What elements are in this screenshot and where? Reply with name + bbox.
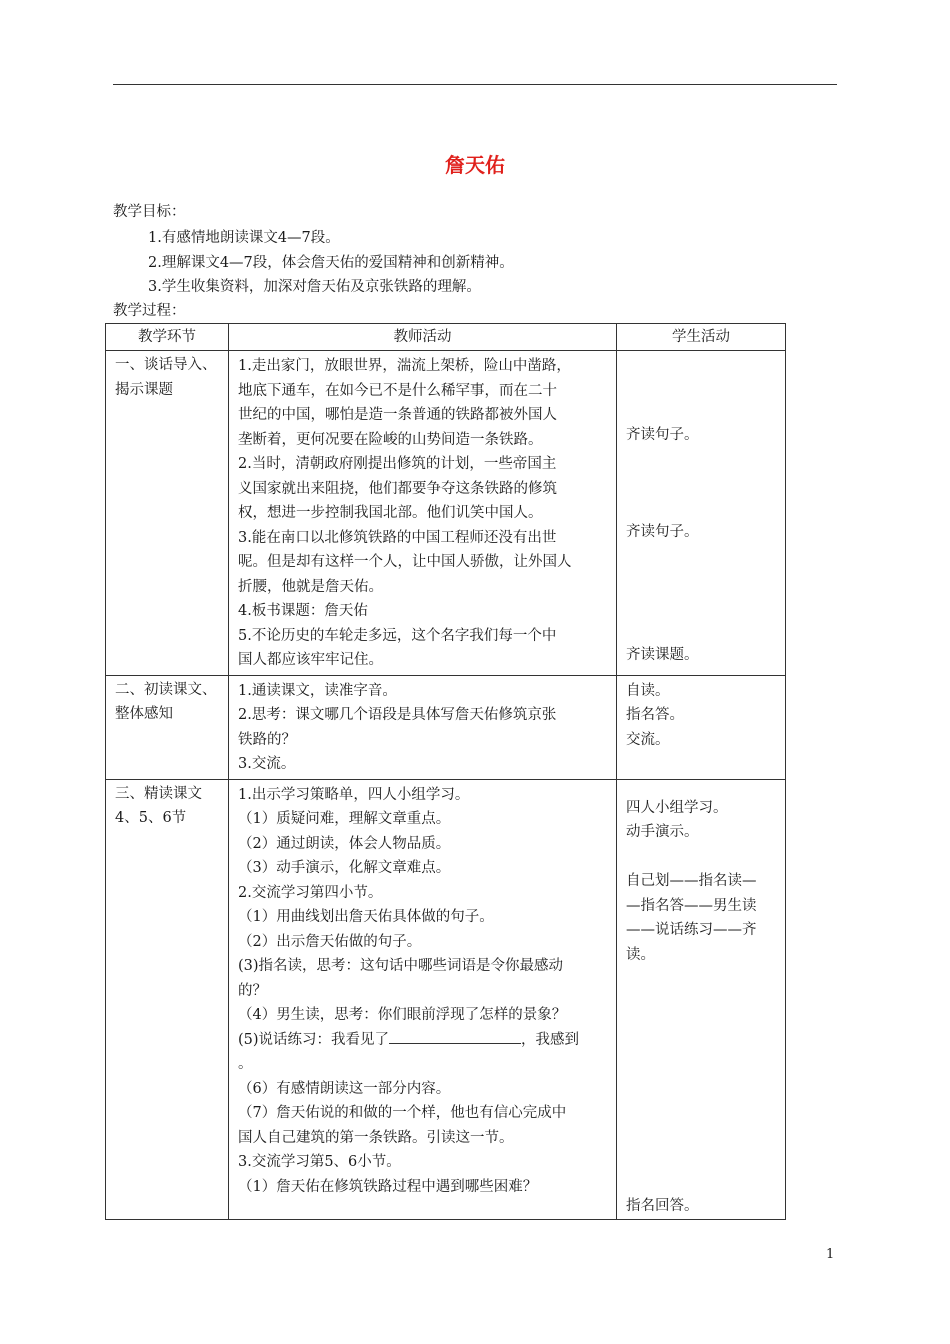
teacher-activity-cell [229, 779, 617, 1219]
student-activity: —指名答——男生读 [626, 897, 757, 914]
teacher-line: （1）詹天佑在修筑铁路过程中遇到哪些困难？ [238, 1178, 538, 1195]
teacher-activity-cell [229, 351, 617, 676]
teacher-line: （6）有感情朗读这一部分内容。 [238, 1080, 451, 1097]
teacher-line: 世纪的中国，哪怕是造一条普通的铁路都被外国人 [238, 407, 557, 423]
lesson-plan-table [105, 323, 786, 1220]
stage-label: 二、初读课文、整体感知 [115, 681, 217, 722]
fill-in-blank [389, 1028, 521, 1044]
page-title: 詹天佑 [445, 153, 505, 177]
student-activity: 齐读课题。 [626, 647, 699, 663]
process-heading: 教学过程： [113, 303, 186, 319]
teacher-line: 的？ [238, 982, 267, 999]
student-activity: 读。 [626, 946, 655, 963]
teacher-line: 铁路的？ [238, 731, 296, 748]
teacher-line: 呢。但是却有这样一个人，让中国人骄傲，让外国人 [238, 554, 572, 570]
teacher-line: 权，想进一步控制我国北部。他们讥笑中国人。 [238, 505, 543, 521]
student-activity-cell [617, 779, 786, 1219]
student-activity: 动手演示。 [626, 824, 699, 840]
header-rule [113, 84, 837, 85]
teacher-line: 4.板书课题：詹天佑 [238, 603, 368, 619]
column-header-teacher: 教师活动 [229, 324, 617, 351]
stage-cell [106, 675, 229, 779]
teacher-line: （2）出示詹天佑做的句子。 [238, 933, 422, 950]
student-activity-cell [617, 351, 786, 676]
teacher-line: 3.交流学习第5、6小节。 [238, 1154, 401, 1170]
teacher-line: (3)指名读，思考：这句话中哪些词语是令你最感动 [238, 958, 564, 974]
stage-label: 一、谈话导入、揭示课题 [115, 357, 217, 398]
teacher-line: 1.走出家门，放眼世界，湍流上架桥，险山中凿路， [238, 358, 571, 374]
page-number: 1 [826, 1247, 835, 1262]
student-activity: 自己划——指名读— [626, 873, 757, 889]
teacher-line: 。 [238, 1056, 253, 1072]
speaking-practice-prefix: (5)说话练习：我看见了 [238, 1031, 390, 1048]
teacher-line: 2.交流学习第四小节。 [238, 884, 383, 901]
table-row [106, 779, 786, 1219]
stage-label: 三、精读课文4、5、6节 [115, 785, 202, 826]
table-row [106, 351, 786, 676]
column-header-student: 学生活动 [617, 324, 786, 351]
speaking-practice-line [238, 1028, 608, 1053]
objectives-heading: 教学目标： [113, 204, 186, 220]
objective-item-1: 1.有感情地朗读课文4—7段。 [148, 230, 340, 246]
teacher-line: 垄断着，更何况要在险峻的山势间造一条铁路。 [238, 431, 543, 448]
teacher-line: 折腰，他就是詹天佑。 [238, 578, 383, 595]
teacher-line: （1）用曲线划出詹天佑具体做的句子。 [238, 909, 494, 925]
teacher-line: （4）男生读，思考：你们眼前浮现了怎样的景象？ [238, 1007, 567, 1023]
teacher-line: 3.能在南口以北修筑铁路的中国工程师还没有出世 [238, 529, 557, 546]
student-activity: 指名回答。 [626, 1197, 699, 1214]
teacher-line: 地底下通车，在如今已不是什么稀罕事，而在二十 [238, 382, 557, 399]
teacher-line: 1.出示学习策略单，四人小组学习。 [238, 786, 470, 803]
teacher-line: 2.当时，清朝政府刚提出修筑的计划，一些帝国主 [238, 456, 557, 472]
teacher-line: 1.通读课文，读准字音。 [238, 682, 397, 699]
table-header-row [106, 324, 786, 351]
table-row [106, 675, 786, 779]
teacher-line: 2.思考：课文哪几个语段是具体写詹天佑修筑京张 [238, 707, 557, 723]
student-activity: 四人小组学习。 [626, 799, 728, 816]
teacher-line: （3）动手演示，化解文章难点。 [238, 860, 451, 876]
teacher-line: 国人自己建筑的第一条铁路。引读这一节。 [238, 1129, 514, 1146]
teacher-line: 3.交流。 [238, 756, 296, 772]
student-activity: 齐读句子。 [626, 524, 699, 540]
student-activity: 自读。 [626, 682, 670, 699]
student-activity-cell [617, 675, 786, 779]
student-activity: ——说话练习——齐 [626, 922, 757, 938]
teacher-line: （7）詹天佑说的和做的一个样，他也有信心完成中 [238, 1105, 567, 1121]
teacher-line: 5.不论历史的车轮走多远，这个名字我们每一个中 [238, 627, 557, 644]
student-activity: 指名答。 [626, 707, 684, 723]
objective-item-3: 3.学生收集资料，加深对詹天佑及京张铁路的理解。 [148, 279, 481, 295]
stage-cell [106, 351, 229, 676]
objective-item-2: 2.理解课文4—7段，体会詹天佑的爱国精神和创新精神。 [148, 255, 514, 271]
teacher-line: （1）质疑问难，理解文章重点。 [238, 811, 451, 827]
teacher-line: （2）通过朗读，体会人物品质。 [238, 835, 451, 852]
teacher-activity-cell [229, 675, 617, 779]
speaking-practice-suffix: ，我感到 [521, 1031, 580, 1048]
student-activity: 交流。 [626, 731, 670, 748]
stage-cell [106, 779, 229, 1219]
teacher-line: 国人都应该牢牢记住。 [238, 652, 383, 668]
column-header-stage: 教学环节 [106, 324, 229, 351]
student-activity: 齐读句子。 [626, 427, 699, 443]
teacher-line: 义国家就出来阻挠，他们都要争夺这条铁路的修筑 [238, 480, 557, 497]
